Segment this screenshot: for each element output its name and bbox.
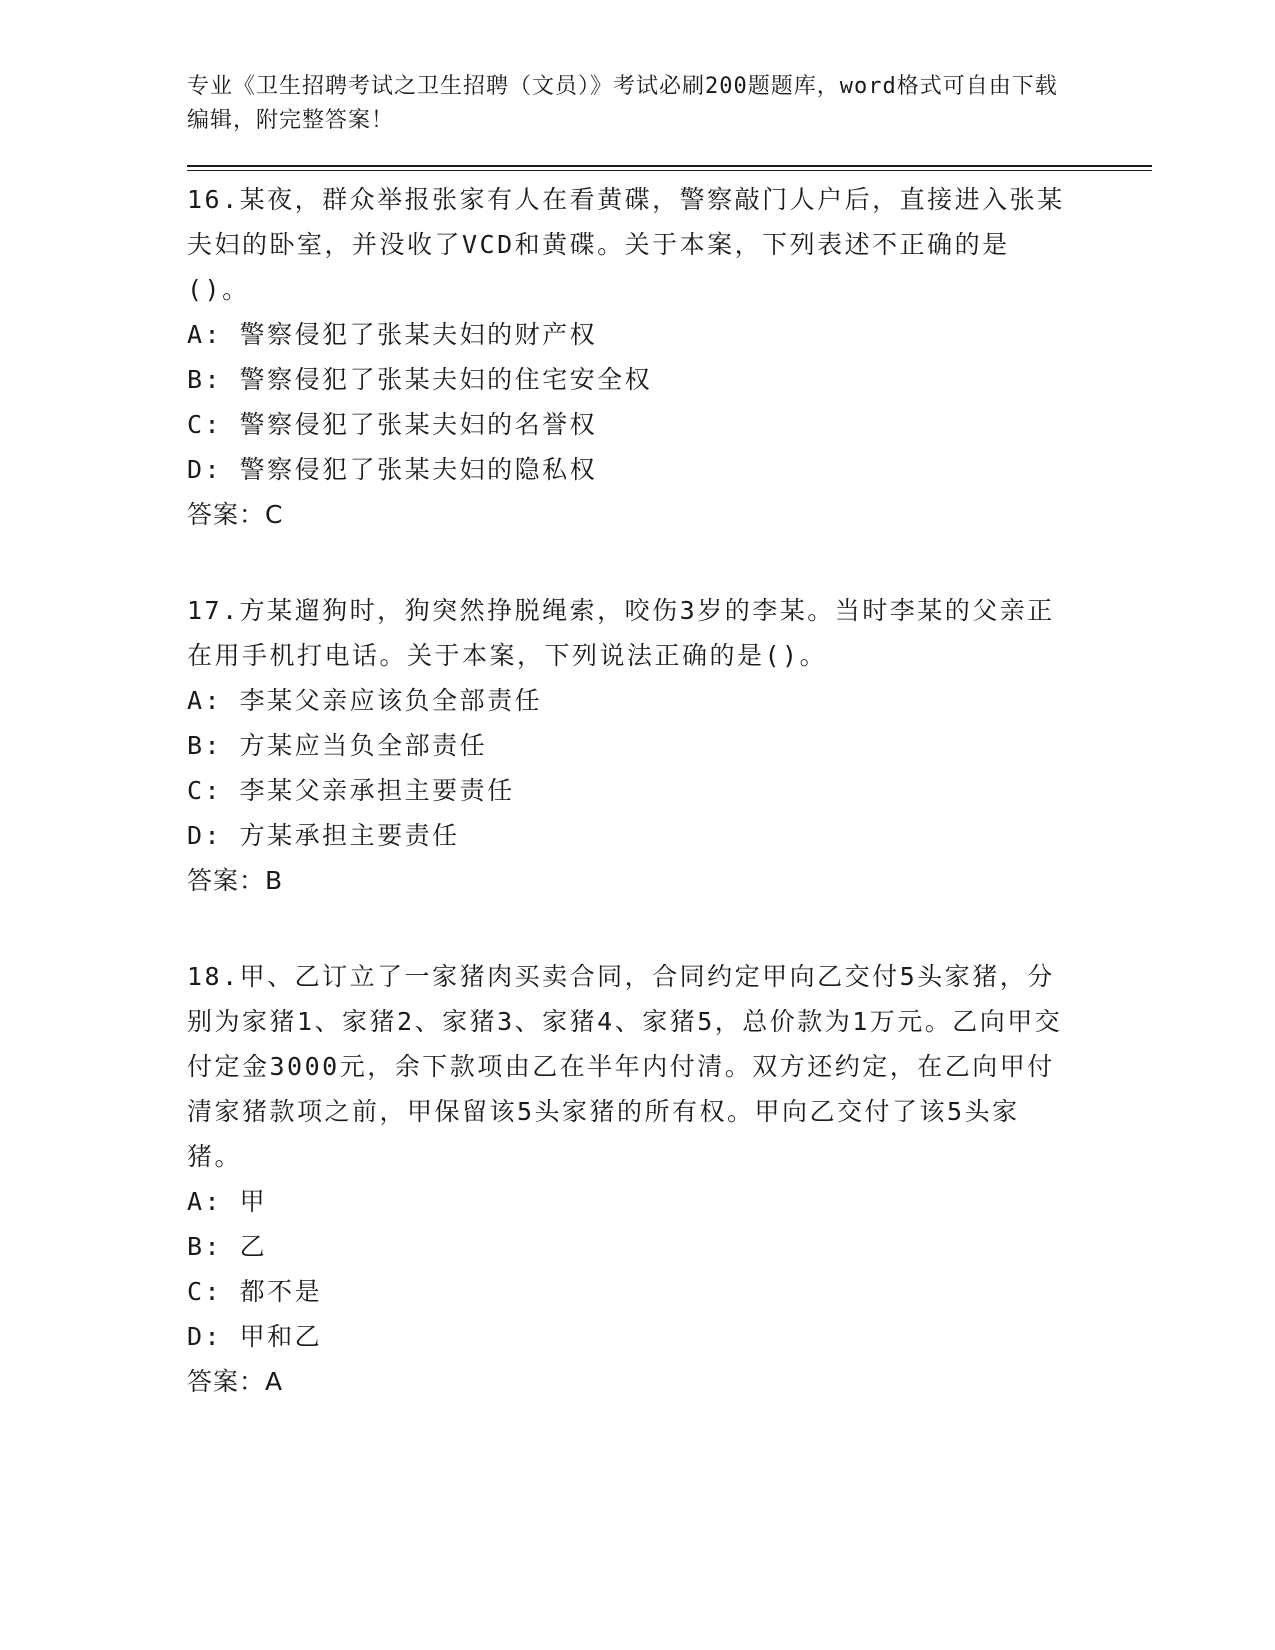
question-18 — [187, 954, 1067, 1404]
option-b: B: 乙 — [187, 1232, 268, 1261]
option-b: B: 方某应当负全部责任 — [187, 731, 488, 760]
document-page — [187, 70, 1152, 1404]
question-stem: 18.甲、乙订立了一家猪肉买卖合同，合同约定甲向乙交付5头家猪，分别为家猪1、家猪2、家猪3、家猪4、家猪5，总价款为1万元。乙向甲交付定金3000元，余下款项由乙在半年内付清。双方还约定，在乙向甲付清家猪款项之前，甲保留该5头家猪的所有权。甲向乙交付了该5头家猪。 — [187, 962, 1063, 1171]
question-stem: 16.某夜，群众举报张家有人在看黄碟，警察敲门人户后，直接进入张某夫妇的卧室，并没收了VCD和黄碟。关于本案，下列表述不正确的是()。 — [187, 185, 1065, 304]
question-stem: 17.方某遛狗时，狗突然挣脱绳索，咬伤3岁的李某。当时李某的父亲正在用手机打电话。关于本案，下列说法正确的是()。 — [187, 596, 1055, 670]
option-c: C: 都不是 — [187, 1277, 323, 1306]
document-header: 专业《卫生招聘考试之卫生招聘（文员）》考试必刷200题题库，word格式可自由下载编辑，附完整答案！ — [187, 74, 1058, 133]
question-16 — [187, 177, 1067, 537]
question-spacer — [187, 903, 1152, 948]
option-b: B: 警察侵犯了张某夫妇的住宅安全权 — [187, 365, 653, 394]
question-17 — [187, 588, 1067, 903]
option-c: C: 警察侵犯了张某夫妇的名誉权 — [187, 410, 598, 439]
option-c: C: 李某父亲承担主要责任 — [187, 776, 515, 805]
option-a: A: 警察侵犯了张某夫妇的财产权 — [187, 320, 598, 349]
answer-label: 答案：A — [187, 1367, 284, 1396]
option-a: A: 甲 — [187, 1187, 268, 1216]
question-spacer — [187, 537, 1152, 582]
option-d: D: 甲和乙 — [187, 1322, 323, 1351]
option-d: D: 方某承担主要责任 — [187, 821, 460, 850]
answer-label: 答案：C — [187, 500, 284, 529]
answer-label: 答案：B — [187, 866, 284, 895]
option-a: A: 李某父亲应该负全部责任 — [187, 686, 543, 715]
option-d: D: 警察侵犯了张某夫妇的隐私权 — [187, 455, 598, 484]
header-divider — [187, 165, 1152, 171]
